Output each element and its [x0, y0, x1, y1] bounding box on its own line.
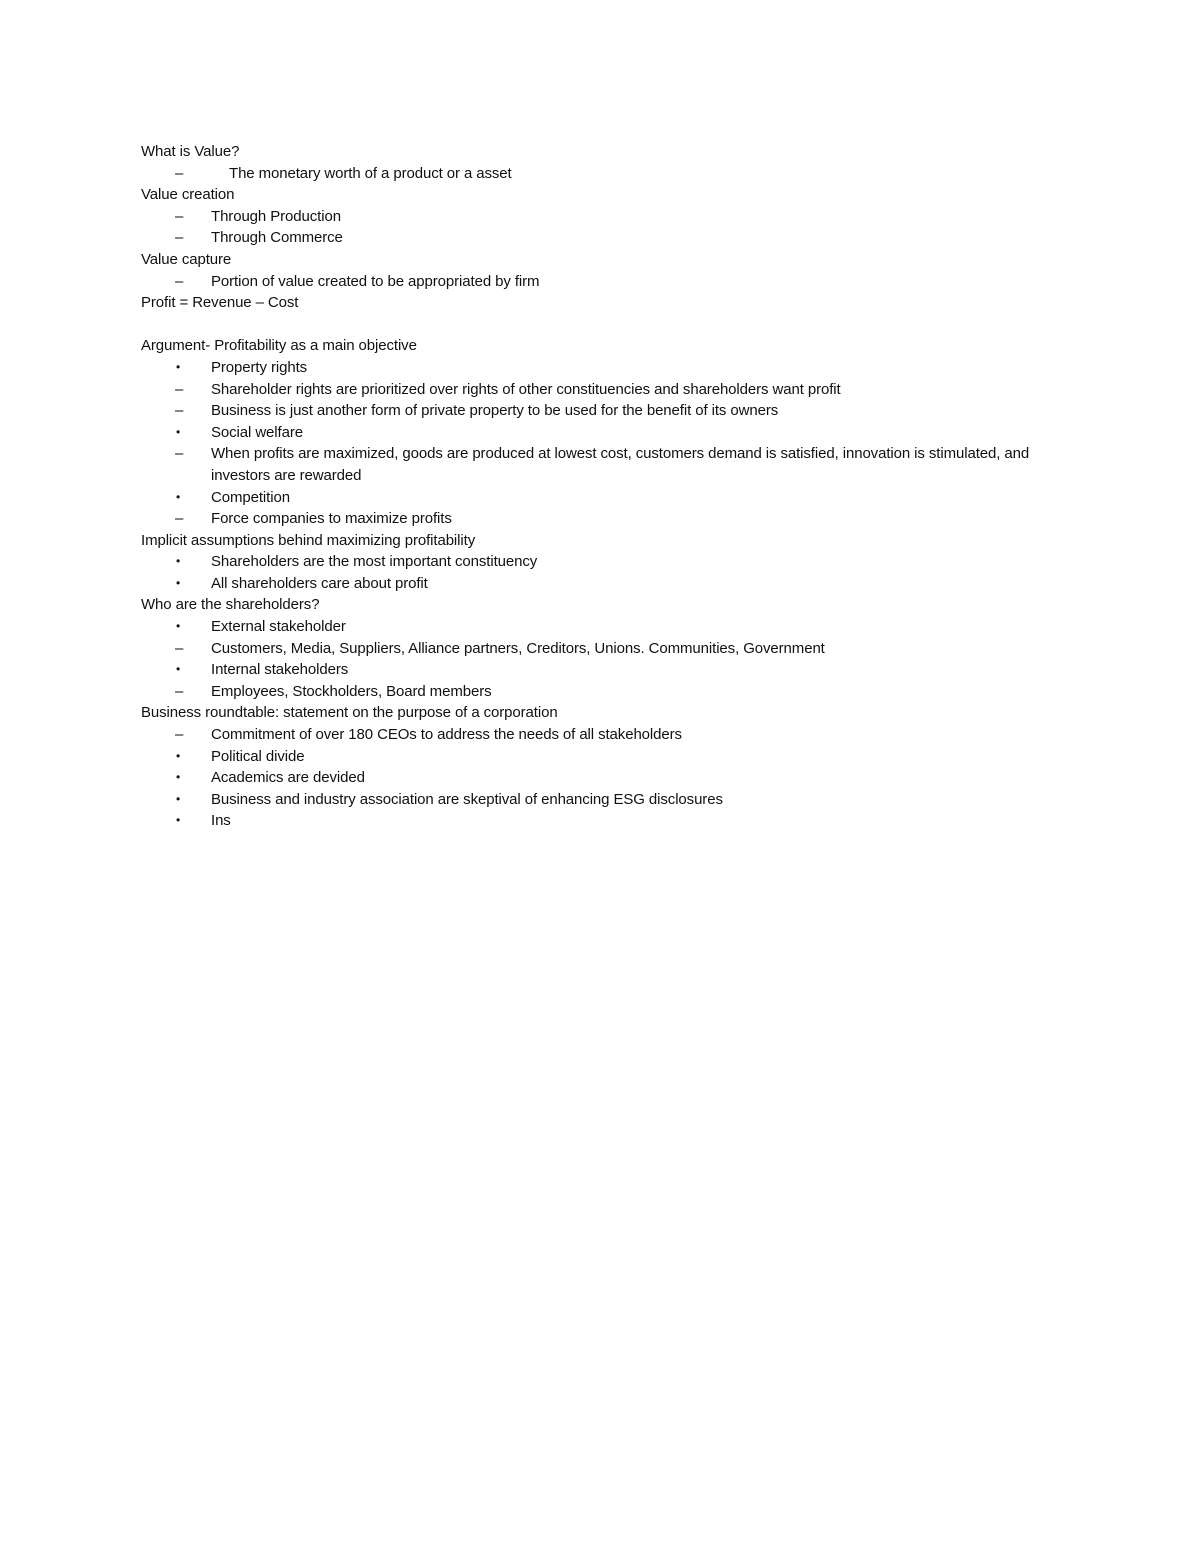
list-item	[141, 724, 1041, 746]
section-heading: Value creation	[141, 186, 235, 204]
dash-marker: –	[175, 207, 184, 225]
bullet-marker: •	[176, 662, 181, 677]
list-item-text: Customers, Media, Suppliers, Alliance partners, Creditors, Unions. Communities, Government	[211, 639, 825, 657]
list-item-text: Force companies to maximize profits	[211, 510, 452, 528]
document-section	[141, 702, 1041, 832]
dash-marker: –	[175, 229, 184, 247]
list-item	[141, 659, 1041, 681]
bullet-marker: •	[176, 791, 181, 806]
document-section	[141, 249, 1041, 292]
dash-marker: –	[175, 682, 184, 700]
list-item-text: Through Production	[211, 207, 341, 225]
section-heading: Value capture	[141, 250, 232, 268]
list-item-text: Political divide	[211, 747, 305, 765]
list-item	[141, 400, 1041, 422]
list-item	[141, 227, 1041, 249]
list-item-text: Through Commerce	[211, 229, 343, 247]
list-item	[141, 789, 1041, 811]
list-item	[141, 616, 1041, 638]
list-item-text: Ins	[211, 812, 231, 830]
list-item	[141, 379, 1041, 401]
document-section	[141, 530, 1041, 595]
list-item	[141, 746, 1041, 768]
list-item-text: Property rights	[211, 358, 308, 376]
bullet-marker: •	[176, 359, 181, 374]
document-section	[141, 292, 1041, 314]
list-item-text: Shareholder rights are prioritized over rights of other constituencies and shareholders want profit	[211, 380, 841, 398]
list-item-text: When profits are maximized, goods are produced at lowest cost, customers demand is satisfied, innovation is stimulated, and investors are rewarded	[211, 445, 1030, 484]
bullet-marker: •	[176, 770, 181, 785]
section-heading: Implicit assumptions behind maximizing profitability	[141, 531, 476, 549]
list-item-text: Business is just another form of private property to be used for the benefit of its owners	[211, 402, 779, 420]
dash-marker: –	[175, 639, 184, 657]
dash-marker: –	[175, 164, 184, 182]
document-body	[141, 141, 1041, 832]
list-item-text: Employees, Stockholders, Board members	[211, 682, 492, 700]
bullet-marker: •	[176, 813, 181, 828]
section-heading: What is Value?	[141, 143, 240, 160]
list-item	[141, 810, 1041, 832]
list-item	[141, 443, 1041, 486]
dash-marker: –	[175, 272, 184, 290]
bullet-marker: •	[176, 424, 181, 439]
blank-line	[141, 314, 1041, 336]
document-section	[141, 314, 1041, 530]
bullet-marker: •	[176, 575, 181, 590]
list-item-text: Commitment of over 180 CEOs to address the needs of all stakeholders	[211, 726, 682, 744]
list-item-text: All shareholders care about profit	[211, 574, 428, 592]
document-section	[141, 184, 1041, 249]
list-item	[141, 638, 1041, 660]
list-item	[141, 271, 1041, 293]
list-item-text: Business and industry association are skeptival of enhancing ESG disclosures	[211, 790, 723, 808]
dash-marker: –	[175, 380, 184, 398]
list-item-text: Social welfare	[211, 423, 303, 441]
bullet-marker: •	[176, 554, 181, 569]
list-item-text: The monetary worth of a product or a asset	[229, 164, 512, 182]
list-item-text: Internal stakeholders	[211, 661, 349, 679]
list-item	[141, 508, 1041, 530]
bullet-marker: •	[176, 748, 181, 763]
list-item	[141, 206, 1041, 228]
section-heading: Argument- Profitability as a main objective	[141, 337, 417, 355]
list-item-text: Competition	[211, 488, 290, 506]
list-item	[141, 767, 1041, 789]
dash-marker: –	[175, 726, 184, 744]
bullet-marker: •	[176, 489, 181, 504]
list-item-text: Portion of value created to be appropriated by firm	[211, 272, 540, 290]
list-item	[141, 681, 1041, 703]
bullet-marker: •	[176, 619, 181, 634]
list-item	[141, 573, 1041, 595]
list-item	[141, 422, 1041, 444]
document-section	[141, 594, 1041, 702]
section-heading: Who are the shareholders?	[141, 596, 320, 614]
list-item	[141, 551, 1041, 573]
dash-marker: –	[175, 510, 184, 528]
list-item-text: Academics are devided	[211, 769, 365, 787]
list-item	[141, 163, 1041, 185]
dash-marker: –	[175, 402, 184, 420]
list-item-text: Shareholders are the most important constituency	[211, 553, 538, 571]
list-item	[141, 487, 1041, 509]
section-heading: Business roundtable: statement on the purpose of a corporation	[141, 704, 558, 722]
document-section	[141, 141, 1041, 184]
dash-marker: –	[175, 445, 184, 463]
list-item	[141, 357, 1041, 379]
list-item-text: External stakeholder	[211, 618, 346, 636]
section-heading: Profit = Revenue – Cost	[141, 294, 299, 312]
